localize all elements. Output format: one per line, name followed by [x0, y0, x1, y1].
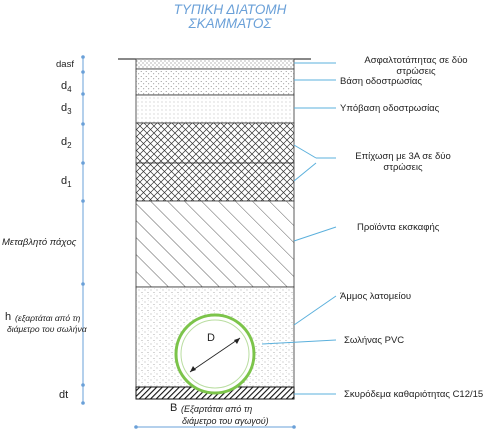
label-d3-sub: 3: [67, 107, 72, 117]
label-sand: Άμμος λατομείου: [340, 291, 412, 302]
label-h: h: [5, 311, 12, 323]
label-d3-main: d: [61, 102, 68, 114]
label-h-note-2: διάμετρο του σωλήνα: [7, 324, 87, 334]
label-h-note: (εξαρτάται από τη: [15, 313, 81, 323]
pvc-pipe: [176, 315, 254, 393]
label-asphalt: [350, 55, 482, 78]
label-base: Βάση οδοστρωσίας: [340, 76, 422, 87]
pipe-diameter-label: D: [207, 332, 215, 344]
label-asphalt-line-2: στρώσεις: [396, 66, 436, 78]
label-dasf: dasf: [56, 59, 74, 70]
layer-subbase: [136, 95, 294, 123]
layer-asphalt: [136, 59, 294, 69]
label-b-note-1: (Εξαρτάται από τη: [181, 404, 253, 414]
label-d4-main: d: [61, 80, 68, 92]
layer-base: [136, 69, 294, 95]
label-dt: dt: [59, 389, 69, 401]
label-d1: [61, 175, 72, 190]
label-d4-sub: 4: [67, 85, 72, 95]
layer-backfill-upper: [136, 123, 294, 163]
label-d1-main: d: [61, 175, 68, 187]
label-backfill-line-2: στρώσεις: [383, 162, 423, 174]
label-b: B: [170, 402, 178, 414]
label-asphalt-line-1: Ασφαλτοτάπητας σε δύο: [364, 55, 468, 66]
layer-excavation: [136, 201, 294, 287]
label-d3: [61, 102, 72, 117]
label-variable-thickness: Μεταβλητό πάχος: [2, 237, 77, 248]
title-line-2: ΣΚΑΜΜΑΤΟΣ: [188, 16, 272, 32]
layer-backfill-lower: [136, 163, 294, 201]
label-d1-sub: 1: [67, 180, 72, 190]
label-pipe: Σωλήνας PVC: [344, 335, 405, 346]
label-d2-main: d: [61, 136, 68, 148]
title-line-1: ΤΥΠΙΚΗ ΔΙΑΤΟΜΗ: [173, 2, 287, 17]
label-d2-sub: 2: [67, 141, 72, 151]
label-subbase: Υπόβαση οδοστρωσίας: [340, 103, 440, 114]
label-d4: [61, 80, 72, 95]
left-dimension-line: [81, 55, 85, 405]
label-d2: [61, 136, 72, 151]
label-backfill-line-1: Επίχωση με 3Α σε δύο: [355, 151, 451, 162]
label-concrete: Σκυρόδεμα καθαριότητας C12/15: [344, 389, 484, 400]
label-b-note-2: διάμετρο του αγωγού): [182, 416, 269, 426]
diagram-title: [140, 3, 320, 31]
label-backfill: [338, 151, 468, 174]
label-excavation: Προϊόντα εκσκαφής: [357, 222, 440, 233]
